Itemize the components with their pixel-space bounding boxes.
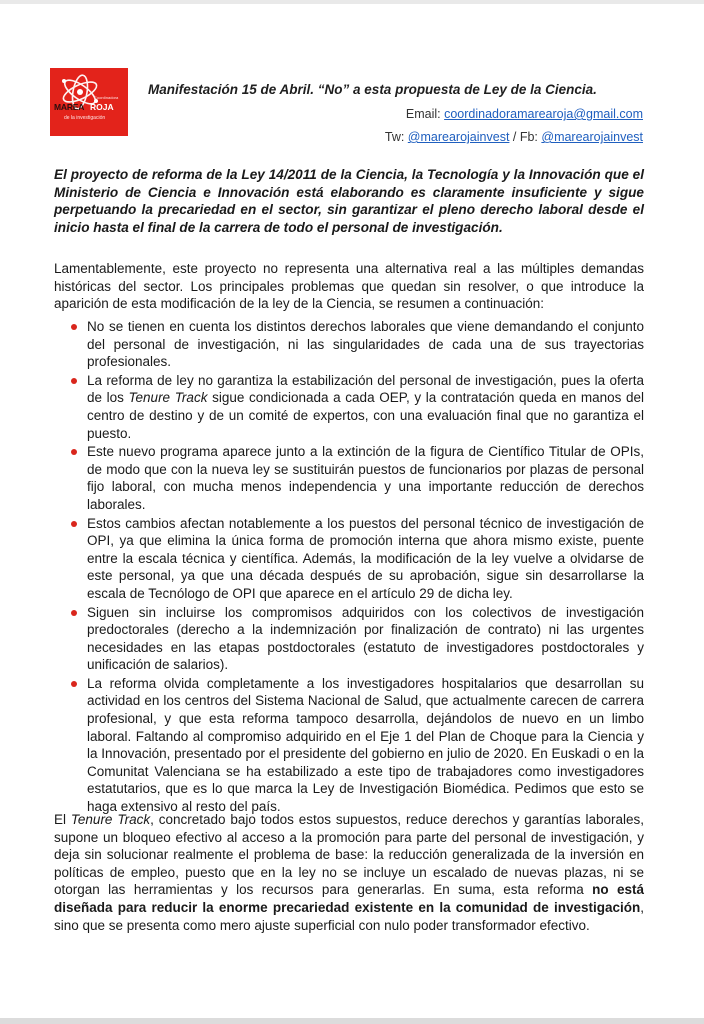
list-item-text: Siguen sin incluirse los compromisos adquiridos con los colectivos de investigación predoctorales (derecho a la indemnización por finalización de contrato) ni las urgentes necesidades en las etapas postdoctorales (estatuto de investigadores postdoctorales y unificación de salarios). bbox=[87, 604, 644, 673]
conclusion-text: El bbox=[54, 812, 71, 827]
conclusion-paragraph bbox=[54, 811, 644, 934]
bullet-dot-icon bbox=[71, 449, 77, 455]
list-item-text: sigue condicionada a cada OEP, y la contratación queda en manos del centro de destino y de un comité de expertos, con una evaluación final que no garantiza el puesto. bbox=[87, 390, 644, 441]
logo-subtitle: de la investigación bbox=[64, 115, 106, 121]
list-item bbox=[54, 675, 644, 816]
page-bottom-edge bbox=[0, 1018, 704, 1024]
facebook-label: / Fb: bbox=[509, 130, 542, 144]
conclusion-bold: no está diseñada para reducir la enorme precariedad existente en la comunidad de investigación bbox=[54, 882, 644, 915]
twitter-link[interactable]: @marearojainvest bbox=[407, 130, 510, 144]
logo-small-text: Coordinadora bbox=[94, 95, 119, 100]
list-item-emphasis: Tenure Track bbox=[128, 390, 208, 406]
list-item-text: La reforma de ley no garantiza la estabilización del personal de investigación, pues la oferta de los bbox=[87, 372, 644, 406]
list-item bbox=[54, 318, 644, 371]
conclusion-text: , sino que se presenta como mero ajuste superficial con nulo poder transformador efectivo. bbox=[54, 899, 644, 933]
email-label: Email: bbox=[405, 107, 445, 121]
bullet-dot-icon bbox=[71, 378, 77, 384]
bullet-dot-icon bbox=[71, 681, 77, 687]
bullet-dot-icon bbox=[71, 610, 77, 616]
email-link[interactable]: coordinadoramarearoja@gmail.com bbox=[444, 107, 643, 121]
bullet-dot-icon bbox=[71, 324, 77, 330]
list-item bbox=[54, 372, 644, 442]
list-item-text: Este nuevo programa aparece junto a la extinción de la figura de Científico Titular de OPIs, de modo que con la nueva ley se sustituirán puestos de funcionarios por plazas de personal fijo laboral, con mucha menos independencia y una importante reducción de derechos laborales. bbox=[87, 444, 644, 512]
list-item-text: Estos cambios afectan notablemente a los puestos del personal técnico de investigación de OPI, ya que elimina la única forma de promoción interna que ahora mismo existe, puente entre la escala técnica y científica. Además, la modificación de la ley vuelve a olvidarse de este personal, ya que una década después de su aprobación, sigue sin desarrollarse la escala de Tecnólogo de OPI que aparece en el artículo 29 de dicha ley. bbox=[87, 515, 644, 601]
social-line bbox=[385, 130, 643, 144]
page-top-edge bbox=[0, 0, 704, 4]
conclusion-text: , concretado bajo todos estos supuestos, reduce derechos y garantías laborales, supone un bloqueo efectivo al acceso a la promoción para parte del personal de investigación, y deja sin solucionar realmente el problema de base: la reducción generalizada de la inversión en políticas de empleo, puesto que en la ley no se incluye un escalado de nuevas plazas, ni se otorgan las herramientas y los recursos para generarlas. En suma, esta reforma bbox=[54, 812, 644, 898]
marea-roja-logo bbox=[50, 68, 128, 136]
logo-word-marea: MAREA bbox=[54, 102, 85, 112]
list-item bbox=[54, 443, 644, 513]
lead-paragraph: El proyecto de reforma de la Ley 14/2011 de la Ciencia, la Tecnología y la Innovación que el Ministerio de Ciencia e Innovación está elaborando es claramente insuficiente y sigue perpetuando la precariedad en el sector, sin garantizar el pleno derecho laboral desde el inicio hasta el final de la carrera de todo el personal de investigación. bbox=[54, 167, 644, 235]
document-title: Manifestación 15 de Abril. “No” a esta propuesta de Ley de la Ciencia. bbox=[148, 82, 597, 97]
list-item-text: No se tienen en cuenta los distintos derechos laborales que viene demandando el conjunto del personal de investigación, ni las singularidades de cada una de sus trayectorias profesionales. bbox=[87, 319, 644, 370]
facebook-link[interactable]: @marearojainvest bbox=[541, 130, 643, 144]
intro-paragraph: Lamentablemente, este proyecto no representa una alternativa real a las múltiples demandas históricas del sector. Los principales problemas que quedan sin resolver, o que introduce la aparición de esta modificación de la ley de la Ciencia, se resumen a continuación: bbox=[54, 261, 644, 312]
bullet-dot-icon bbox=[71, 521, 77, 527]
twitter-label: Tw: bbox=[384, 130, 408, 144]
logo-word-roja: ROJA bbox=[90, 102, 114, 112]
list-item bbox=[54, 515, 644, 603]
list-item-text: La reforma olvida completamente a los investigadores hospitalarios que desarrollan su actividad en los centros del Sistema Nacional de Salud, que actualmente carecen de carrera profesional, y que esta reforma tampoco desarrolla, dejándolos de nuevo en un limbo laboral. Faltando al compromiso adquirido en el Eje 1 del Plan de Choque para la Ciencia y la Innovación, presentado por el presidente del gobierno en julio de 2020. En Euskadi o en la Comunitat Valenciana se ha estabilizado a este tipo de trabajadores como investigadores estatutarios, que es lo que marca la Ley de Investigación Biomédica. Pedimos que esto se haga extensivo al resto del país. bbox=[87, 675, 644, 815]
email-line bbox=[406, 107, 643, 121]
problems-list bbox=[54, 318, 644, 817]
conclusion-emphasis: Tenure Track bbox=[70, 812, 151, 827]
list-item bbox=[54, 604, 644, 674]
